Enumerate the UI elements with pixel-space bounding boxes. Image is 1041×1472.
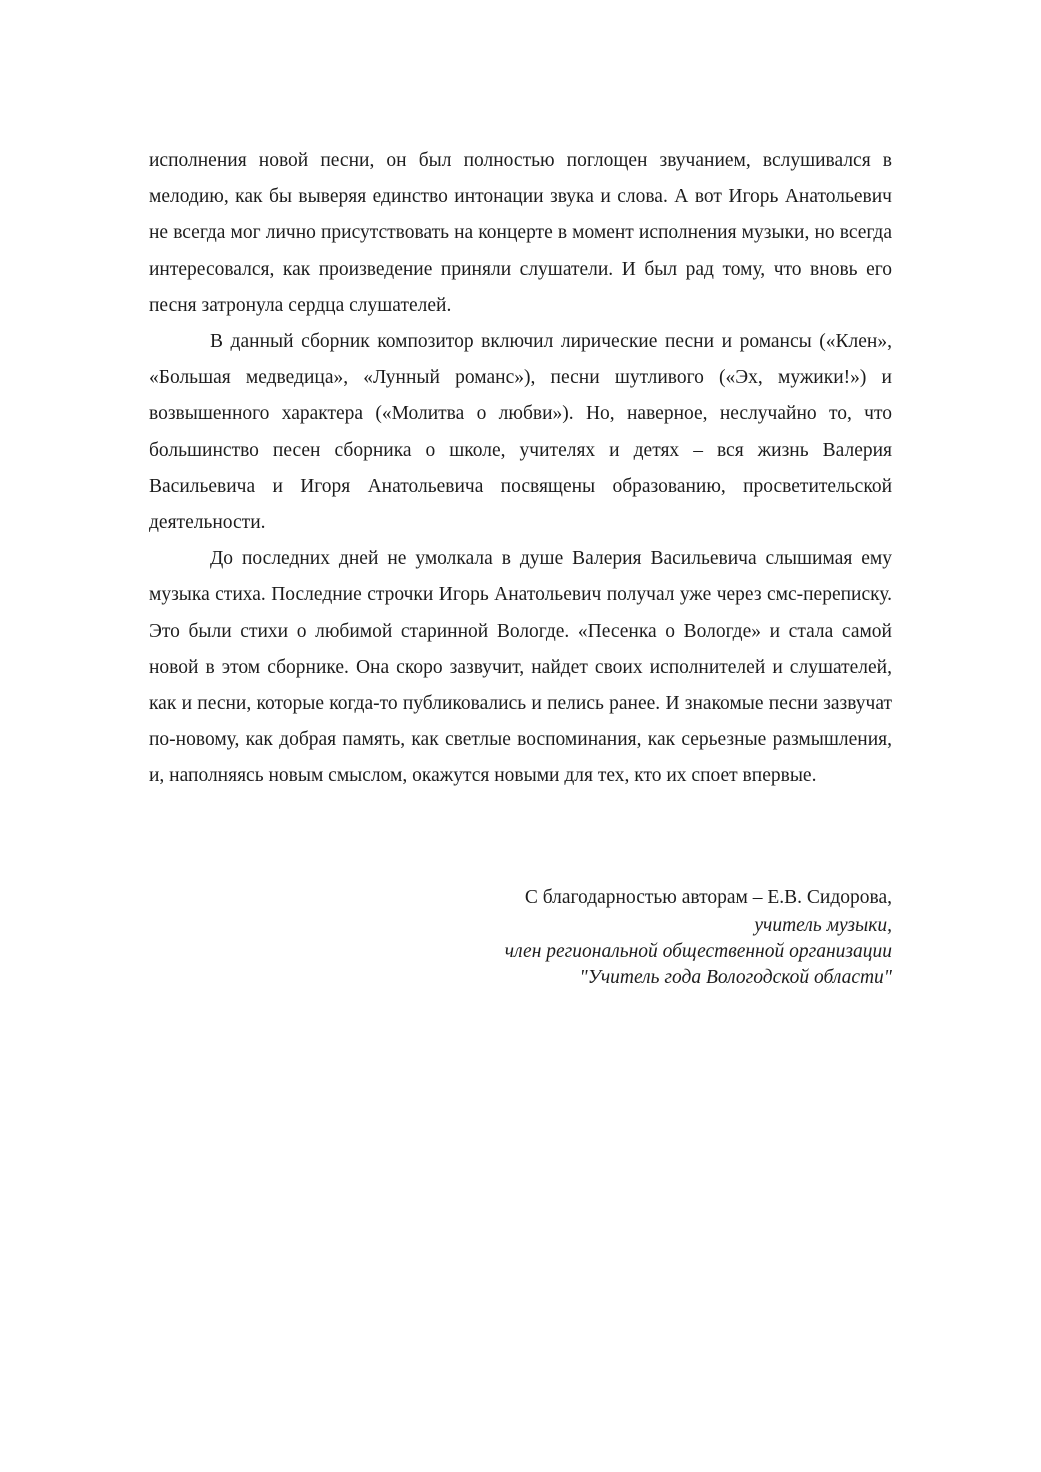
document-body — [149, 143, 892, 795]
signature-organization: член региональной общественной организации — [504, 941, 892, 962]
paragraph-continuation: исполнения новой песни, он был полностью поглощен звучанием, вслушивался в мелодию, как бы выверяя единство интонации звука и слова. А вот Игорь Анатольевич не всегда мог лично присутствовать на концерте в момент исполнения музыки, но всегда интересовался, как произведение приняли слушатели. И был рад тому, что вновь его песня затронула сердца слушателей. — [149, 150, 892, 316]
signature-position: учитель музыки, — [754, 915, 892, 936]
paragraph-last-days: До последних дней не умолкала в душе Валерия Васильевича слышимая ему музыка стиха. Последние строчки Игорь Анатольевич получал уже через смс-переписку. Это были стихи о любимой старинной Вологде. «Песенка о Вологде» и стала самой новой в этом сборнике. Она скоро зазвучит, найдет своих исполнителей и слушателей, как и песни, которые когда-то публиковались и пелись ранее. И знакомые песни зазвучат по-новому, как добрая память, как светлые воспоминания, как серьезные размышления, и, наполняясь новым смыслом, окажутся новыми для тех, кто их споет впервые. — [149, 548, 892, 787]
signature-acknowledgement: С благодарностью авторам – Е.В. Сидорова, — [524, 887, 892, 908]
signature-title: "Учитель года Вологодской области" — [579, 967, 892, 988]
paragraph-collection-content: В данный сборник композитор включил лирические песни и романсы («Клен», «Большая медведица», «Лунный романс»), песни шутливого («Эх, мужики!») и возвышенного характера («Молитва о любви»). Но, наверное, неслучайно то, что большинство песен сборника о школе, учителях и детях – вся жизнь Валерия Васильевича и Игоря Анатольевича посвящены образованию, просветительской деятельности. — [149, 331, 892, 534]
signature-block — [400, 882, 892, 991]
